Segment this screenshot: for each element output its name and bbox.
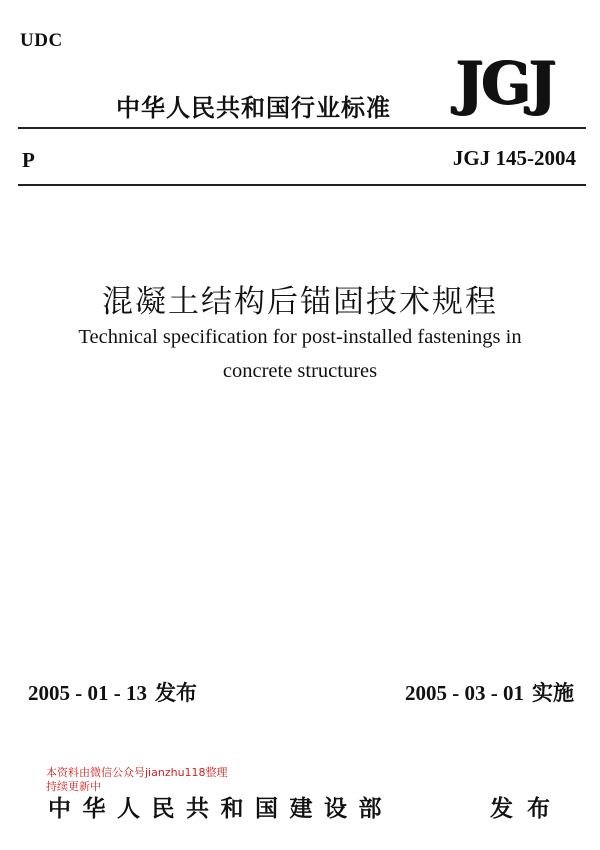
implement-date: 2005 - 03 - 01 bbox=[405, 681, 524, 705]
udc-label: UDC bbox=[20, 30, 63, 51]
document-title-english-line1: Technical specification for post-installed fastenings in bbox=[78, 326, 522, 348]
publisher-name: 中华人民共和国建设部 bbox=[48, 796, 393, 822]
header-divider bbox=[18, 184, 586, 186]
issue-label: 发布 bbox=[155, 681, 197, 705]
document-title-chinese: 混凝土结构后锚固技术规程 bbox=[102, 284, 498, 320]
publish-label: 发布 bbox=[490, 796, 564, 822]
issue-date-row bbox=[28, 677, 197, 707]
document-title-english-line2: concrete structures bbox=[222, 360, 378, 382]
watermark-note-line2: 持续更新中 bbox=[46, 780, 101, 793]
classification-code: P bbox=[22, 148, 35, 172]
standard-number: JGJ 145-2004 bbox=[452, 146, 576, 170]
standard-category: 中华人民共和国行业标准 bbox=[116, 94, 391, 122]
issue-date: 2005 - 01 - 13 bbox=[28, 681, 147, 705]
implement-date-row bbox=[405, 677, 574, 707]
top-divider bbox=[18, 127, 586, 129]
implement-label: 实施 bbox=[532, 681, 574, 705]
jgj-logo: JGJ bbox=[456, 49, 555, 117]
watermark-note-line1: 本资料由微信公众号jianzhu118整理 bbox=[46, 766, 228, 779]
